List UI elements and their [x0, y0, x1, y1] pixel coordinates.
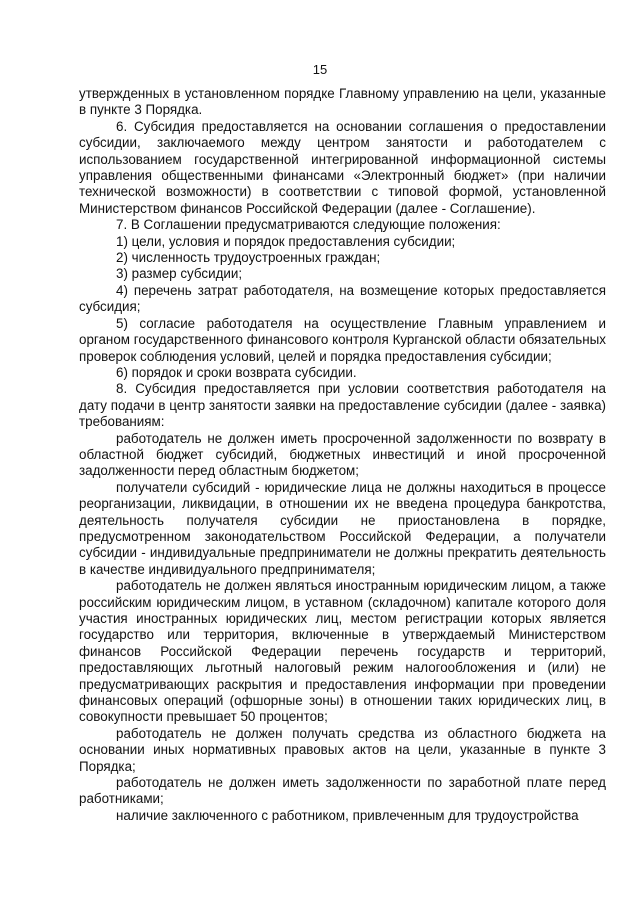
requirement-not-foreign-entity: работодатель не должен являться иностранным юридическим лицом, а также российским юридическим лицом, в уставном (складочном) капитале которого доля участия иностранных юридических лиц, местом регистрации которых является государство или территория, включенные в утверждаемый Министерством финансов Российской Федерации перечень государств и территорий, предоставляющих льготный налоговый режим налогообложения и (или) не предусматривающих раскрытия и предоставления информации при проведении финансовых операций (офшорные зоны) в отношении таких юридических лиц, в совокупности превышает 50 процентов; — [79, 578, 606, 725]
requirement-no-wage-arrears: работодатель не должен иметь задолженности по заработной плате перед работниками; — [79, 775, 606, 807]
requirement-no-overdue-debt: работодатель не должен иметь просроченной задолженности по возврату в областной бюджет субсидий, бюджетных инвестиций и иной просроченной задолженности перед областным бюджетом; — [79, 430, 606, 479]
page-number: 15 — [312, 62, 328, 77]
paragraph-7-provisions: 7. В Соглашении предусматриваются следующие положения: — [116, 217, 501, 233]
list-item-1: 1) цели, условия и порядок предоставления субсидии; — [116, 233, 456, 249]
paragraph-8-conditions: 8. Субсидия предоставляется при условии соответствия работодателя на дату подачи в центр занятости заявки на предоставление субсидии (далее - заявка) требованиям: — [79, 381, 606, 430]
list-item-3: 3) размер субсидии; — [116, 266, 243, 282]
paragraph-6-agreement: 6. Субсидия предоставляется на основании соглашения о предоставлении субсидии, заключаемого между центром занятости и работодателем с использованием государственной интегрированной информационной системы управления общественными финансами «Электронный бюджет» (при наличии технической возможности) в соответствии с типовой формой, установленной Министерством финансов Российской Федерации (далее - Соглашение). — [79, 118, 606, 216]
requirement-contract: наличие заключенного с работником, привлеченным для трудоустройства — [116, 807, 579, 823]
list-item-4: 4) перечень затрат работодателя, на возмещение которых предоставляется субсидия; — [79, 282, 606, 315]
paragraph-continuation: утвержденных в установленном порядке Главному управлению на цели, указанные в пункте 3 Порядка. — [79, 86, 606, 118]
requirement-no-reorganization: получатели субсидий - юридические лица не должны находиться в процессе реорганизации, ликвидации, в отношении их не введена процедура банкротства, деятельность получателя субсидии не приостановлена в порядке, предусмотренном законодательством Российской Федерации, а получатели субсидии - индивидуальные предприниматели не должны прекратить деятельность в качестве индивидуального предпринимателя; — [79, 479, 606, 577]
document-body — [79, 86, 606, 824]
list-item-6: 6) порядок и сроки возврата субсидии. — [116, 364, 357, 380]
requirement-no-other-funds: работодатель не должен получать средства из областного бюджета на основании иных нормативных правовых актов на цели, указанные в пункте 3 Порядка; — [79, 725, 606, 774]
list-item-5: 5) согласие работодателя на осуществление Главным управлением и органом государственного финансового контроля Курганской области обязательных проверок соблюдения условий, целей и порядка предоставления субсидии; — [79, 315, 606, 364]
list-item-2: 2) численность трудоустроенных граждан; — [116, 250, 381, 266]
